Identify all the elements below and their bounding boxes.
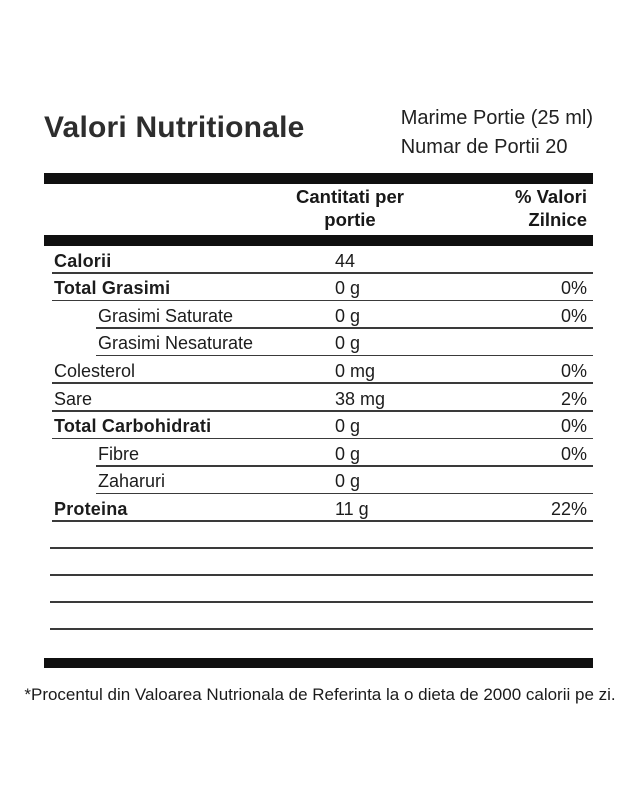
label-header xyxy=(44,103,593,162)
nutrient-dv: 0% xyxy=(560,416,587,437)
dv-header-line1: % Valori xyxy=(515,186,587,207)
nutrient-amount: 0 g xyxy=(335,416,361,437)
divider-bar-header xyxy=(44,235,593,246)
table-row xyxy=(44,301,593,329)
nutrient-rows xyxy=(44,246,593,522)
nutrient-label: Proteina xyxy=(54,498,128,519)
nutrient-label: Fibre xyxy=(98,443,140,464)
table-row xyxy=(44,274,593,302)
amount-header-line2: portie xyxy=(324,208,376,230)
serving-info xyxy=(401,103,593,162)
table-row xyxy=(44,329,593,357)
table-row xyxy=(44,439,593,467)
nutrient-label: Total Carbohidrati xyxy=(54,416,212,437)
table-row xyxy=(44,494,593,522)
table-row xyxy=(44,384,593,412)
serving-size: Marime Portie (25 ml) xyxy=(400,107,593,129)
nutrient-amount: 38 mg xyxy=(335,388,386,409)
table-row xyxy=(44,356,593,384)
nutrient-dv: 2% xyxy=(560,388,587,409)
empty-rows xyxy=(44,522,593,630)
nutrient-dv: 0% xyxy=(560,443,587,464)
nutrient-label: Total Grasimi xyxy=(54,278,171,299)
amount-column-header xyxy=(270,186,430,231)
divider-bar-top xyxy=(44,173,593,184)
table-header xyxy=(44,184,593,235)
servings-per-container: Numar de Portii 20 xyxy=(400,136,568,158)
nutrient-label: Grasimi Nesaturate xyxy=(98,333,254,354)
nutrient-amount: 0 g xyxy=(335,471,361,492)
nutrient-dv: 22% xyxy=(550,498,587,519)
nutrient-label: Sare xyxy=(54,388,93,409)
nutrient-amount: 44 xyxy=(335,250,356,271)
dv-header-line2: Zilnice xyxy=(528,208,587,230)
table-row xyxy=(44,467,593,495)
empty-row xyxy=(44,603,593,630)
table-row xyxy=(44,246,593,274)
empty-row xyxy=(44,549,593,576)
empty-row xyxy=(44,576,593,603)
empty-row xyxy=(44,522,593,549)
nutrient-amount: 0 g xyxy=(335,333,361,354)
nutrient-label: Grasimi Saturate xyxy=(98,305,234,326)
nutrient-amount: 0 g xyxy=(335,443,361,464)
nutrient-dv: 0% xyxy=(560,278,587,299)
table-row xyxy=(44,412,593,440)
nutrient-label: Calorii xyxy=(54,250,112,271)
nutrient-amount: 11 g xyxy=(335,498,369,519)
label-title: Valori Nutritionale xyxy=(44,111,305,144)
row-divider xyxy=(50,628,593,630)
dv-column-header xyxy=(437,186,587,231)
divider-bar-bottom xyxy=(44,658,593,668)
footnote: *Procentul din Valoarea Nutrionala de Referinta la o dieta de 2000 calorii pe zi. xyxy=(24,685,616,704)
nutrient-dv: 0% xyxy=(560,360,587,381)
amount-header-line1: Cantitati per xyxy=(296,186,404,207)
nutrient-label: Colesterol xyxy=(54,360,136,381)
nutrient-amount: 0 mg xyxy=(335,360,376,381)
nutrient-label: Zaharuri xyxy=(98,471,166,492)
nutrient-amount: 0 g xyxy=(335,305,361,326)
nutrient-amount: 0 g xyxy=(335,278,361,299)
nutrient-dv: 0% xyxy=(560,305,587,326)
